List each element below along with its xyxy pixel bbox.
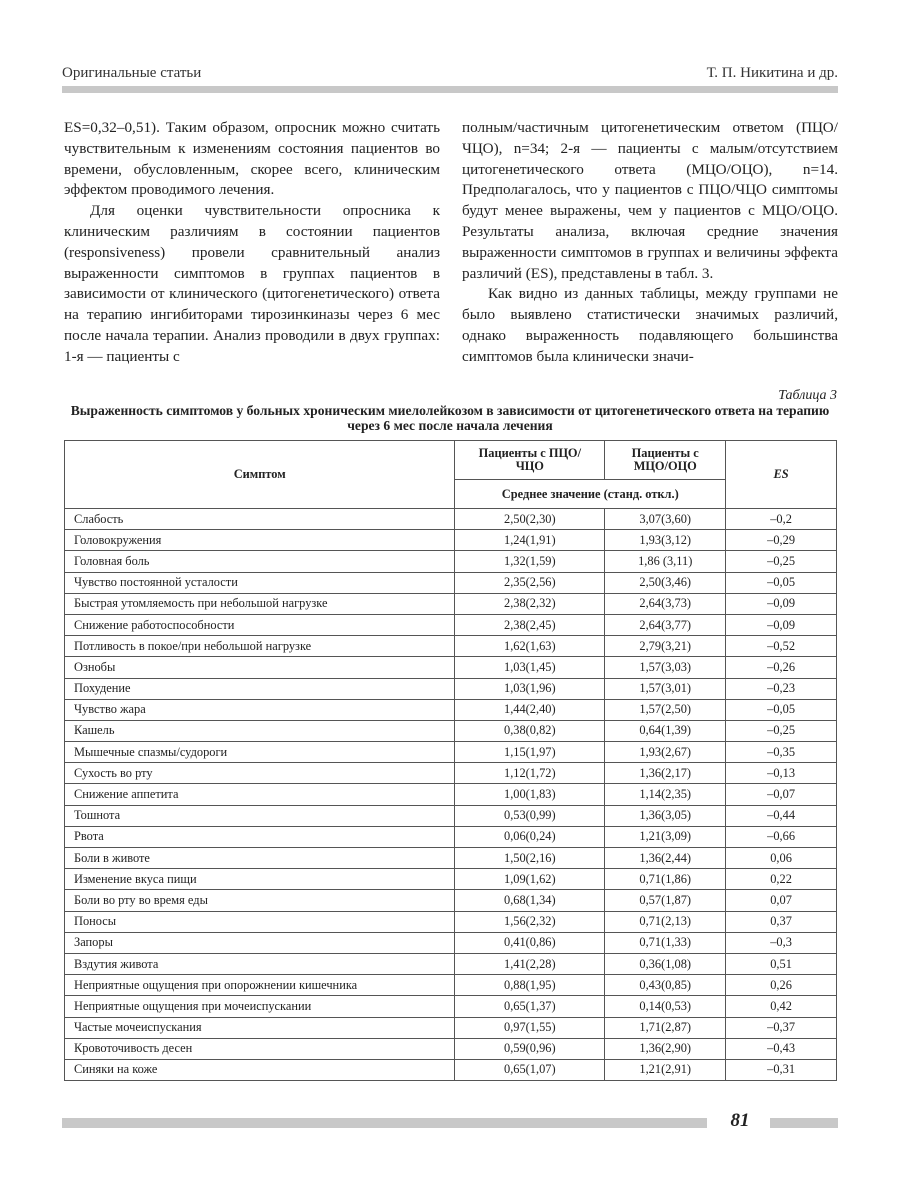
table-body [65,509,837,1081]
table-row [65,869,837,890]
row-symptom: Боли во рту во время еды [65,890,455,911]
row-es-value: 0,51 [726,953,837,974]
header-rule [62,86,838,93]
table-row [65,932,837,953]
row-group2-value: 1,57(3,01) [605,678,726,699]
row-es-value: –0,05 [726,699,837,720]
table-row [65,848,837,869]
table-row [65,996,837,1017]
left-column [64,118,440,368]
table-row [65,530,837,551]
row-symptom: Чувство постоянной усталости [65,572,455,593]
row-symptom: Кашель [65,720,455,741]
row-symptom: Быстрая утомляемость при небольшой нагрузке [65,593,455,614]
row-es-value: –0,09 [726,614,837,635]
row-es-value: –0,3 [726,932,837,953]
row-group1-value: 1,44(2,40) [455,699,605,720]
row-symptom: Вздутия живота [65,953,455,974]
row-group2-value: 2,79(3,21) [605,636,726,657]
table-row [65,593,837,614]
row-group2-value: 1,36(3,05) [605,805,726,826]
paragraph: Как видно из данных таблицы, между группами не было выявлено статистически значимых различий, однако выраженность подавляющего большинства симптомов была клинически значи- [462,285,838,365]
table-row [65,678,837,699]
row-es-value: –0,2 [726,509,837,530]
row-group2-value: 0,43(0,85) [605,975,726,996]
row-group2-value: 1,93(2,67) [605,742,726,763]
row-es-value: 0,42 [726,996,837,1017]
table-row [65,742,837,763]
table-caption: Таблица 3 [778,388,837,403]
row-es-value: –0,23 [726,678,837,699]
row-symptom: Неприятные ощущения при опорожнении кишечника [65,975,455,996]
row-symptom: Кровоточивость десен [65,1038,455,1059]
table-row [65,975,837,996]
table-row [65,1059,837,1080]
row-group2-value: 0,71(1,86) [605,869,726,890]
row-symptom: Боли в животе [65,848,455,869]
row-es-value: –0,44 [726,805,837,826]
row-group2-value: 0,36(1,08) [605,953,726,974]
row-es-value: –0,09 [726,593,837,614]
row-group2-value: 0,71(2,13) [605,911,726,932]
page-number: 81 [730,1110,750,1131]
row-es-value: –0,07 [726,784,837,805]
table-row [65,784,837,805]
table-row [65,572,837,593]
row-symptom: Неприятные ощущения при мочеиспускании [65,996,455,1017]
table-row [65,890,837,911]
row-symptom: Поносы [65,911,455,932]
row-symptom: Головная боль [65,551,455,572]
row-symptom: Тошнота [65,805,455,826]
row-group1-value: 0,59(0,96) [455,1038,605,1059]
row-group1-value: 1,24(1,91) [455,530,605,551]
table-row [65,636,837,657]
row-group1-value: 2,38(2,45) [455,614,605,635]
row-group1-value: 1,56(2,32) [455,911,605,932]
table-row [65,657,837,678]
row-es-value: –0,52 [726,636,837,657]
row-group2-value: 2,50(3,46) [605,572,726,593]
row-es-value: 0,26 [726,975,837,996]
row-symptom: Потливость в покое/при небольшой нагрузке [65,636,455,657]
row-group2-value: 0,64(1,39) [605,720,726,741]
row-group1-value: 1,12(1,72) [455,763,605,784]
row-es-value: –0,25 [726,551,837,572]
row-group2-value: 1,14(2,35) [605,784,726,805]
row-symptom: Синяки на коже [65,1059,455,1080]
row-es-value: 0,07 [726,890,837,911]
paragraph: Для оценки чувствительности опросника к клиническим различиям в состоянии пациентов (responsiveness) провели сравнительный анализ выраженности симптомов в группах пациентов в зависимости от клинического (цитогенетического) ответа на терапию ингибиторами тирозинкиназы через 6 мес после начала терапии. Анализ проводили в двух группах: 1-я — пациенты с [64,202,440,365]
row-group2-value: 1,21(3,09) [605,826,726,847]
row-group1-value: 2,50(2,30) [455,509,605,530]
row-group2-value: 1,57(2,50) [605,699,726,720]
row-symptom: Ознобы [65,657,455,678]
row-symptom: Рвота [65,826,455,847]
row-es-value: 0,37 [726,911,837,932]
footer-rule [770,1118,838,1128]
header-group2: Пациенты с МЦО/ОЦО [605,441,726,480]
row-group2-value: 0,71(1,33) [605,932,726,953]
row-group2-value: 1,71(2,87) [605,1017,726,1038]
row-symptom: Чувство жара [65,699,455,720]
row-symptom: Головокружения [65,530,455,551]
header-mean: Среднее значение (станд. откл.) [455,480,726,509]
row-es-value: –0,13 [726,763,837,784]
row-symptom: Снижение работоспособности [65,614,455,635]
row-group1-value: 0,38(0,82) [455,720,605,741]
row-group2-value: 1,93(3,12) [605,530,726,551]
row-group1-value: 0,88(1,95) [455,975,605,996]
table-row [65,720,837,741]
table-title: Выраженность симптомов у больных хроническим миелолейкозом в зависимости от цитогенетического ответа на терапию через 6 мес после начала лечения [70,403,830,433]
row-es-value: –0,43 [726,1038,837,1059]
symptoms-table [64,440,837,1081]
table-row [65,953,837,974]
table-row [65,1038,837,1059]
row-symptom: Изменение вкуса пищи [65,869,455,890]
table-row [65,509,837,530]
right-column [462,118,838,368]
row-group2-value: 1,21(2,91) [605,1059,726,1080]
row-es-value: 0,22 [726,869,837,890]
row-es-value: –0,31 [726,1059,837,1080]
table-row [65,826,837,847]
row-es-value: 0,06 [726,848,837,869]
row-group2-value: 1,57(3,03) [605,657,726,678]
row-es-value: –0,25 [726,720,837,741]
row-group1-value: 1,62(1,63) [455,636,605,657]
row-group2-value: 0,57(1,87) [605,890,726,911]
row-group1-value: 1,41(2,28) [455,953,605,974]
row-group2-value: 0,14(0,53) [605,996,726,1017]
row-group1-value: 0,68(1,34) [455,890,605,911]
row-group1-value: 0,53(0,99) [455,805,605,826]
row-group1-value: 1,09(1,62) [455,869,605,890]
row-group1-value: 1,03(1,45) [455,657,605,678]
row-group1-value: 1,15(1,97) [455,742,605,763]
table-row [65,614,837,635]
row-group1-value: 1,32(1,59) [455,551,605,572]
row-group1-value: 2,38(2,32) [455,593,605,614]
row-symptom: Снижение аппетита [65,784,455,805]
running-header [62,58,838,82]
row-symptom: Сухость во рту [65,763,455,784]
row-es-value: –0,05 [726,572,837,593]
row-group1-value: 2,35(2,56) [455,572,605,593]
row-group2-value: 2,64(3,77) [605,614,726,635]
section-title: Оригинальные статьи [62,65,202,81]
table-row [65,911,837,932]
row-group1-value: 0,65(1,07) [455,1059,605,1080]
table-row [65,1017,837,1038]
row-group2-value: 3,07(3,60) [605,509,726,530]
table-row [65,805,837,826]
row-symptom: Запоры [65,932,455,953]
row-group2-value: 1,86 (3,11) [605,551,726,572]
row-group1-value: 1,03(1,96) [455,678,605,699]
row-group2-value: 1,36(2,44) [605,848,726,869]
row-group2-value: 2,64(3,73) [605,593,726,614]
row-group1-value: 0,97(1,55) [455,1017,605,1038]
row-symptom: Похудение [65,678,455,699]
row-group1-value: 0,06(0,24) [455,826,605,847]
row-es-value: –0,29 [726,530,837,551]
row-es-value: –0,26 [726,657,837,678]
footer-rule [62,1118,707,1128]
header-es: ES [726,441,837,509]
table-row [65,763,837,784]
row-symptom: Частые мочеиспускания [65,1017,455,1038]
row-es-value: –0,35 [726,742,837,763]
row-symptom: Мышечные спазмы/судороги [65,742,455,763]
row-es-value: –0,66 [726,826,837,847]
row-group1-value: 1,50(2,16) [455,848,605,869]
paragraph: ES=0,32–0,51). Таким образом, опросник можно считать чувствительным к изменениям состояния пациентов во времени, обусловленным, скорее всего, клиническим эффектом проводимого лечения. [64,119,440,199]
row-group2-value: 1,36(2,90) [605,1038,726,1059]
row-group2-value: 1,36(2,17) [605,763,726,784]
header-group1: Пациенты с ПЦО/ЧЦО [455,441,605,480]
paragraph: полным/частичным цитогенетическим ответом (ПЦО/ЧЦО), n=34; 2-я — пациенты с малым/отсутствием цитогенетического ответа (МЦО/ОЦО), n=14. Предполагалось, что у пациентов с ПЦО/ЧЦО симптомы будут менее выражены, чем у пациентов с МЦО/ОЦО. Результаты анализа, включая средние значения выраженности симптомов в группах и величины эффекта различий (ES), представлены в табл. 3. [462,119,838,282]
authors: Т. П. Никитина и др. [706,65,838,81]
row-group1-value: 0,65(1,37) [455,996,605,1017]
row-es-value: –0,37 [726,1017,837,1038]
row-group1-value: 0,41(0,86) [455,932,605,953]
header-symptom: Симптом [65,441,455,509]
row-group1-value: 1,00(1,83) [455,784,605,805]
table-row [65,551,837,572]
row-symptom: Слабость [65,509,455,530]
table-row [65,699,837,720]
